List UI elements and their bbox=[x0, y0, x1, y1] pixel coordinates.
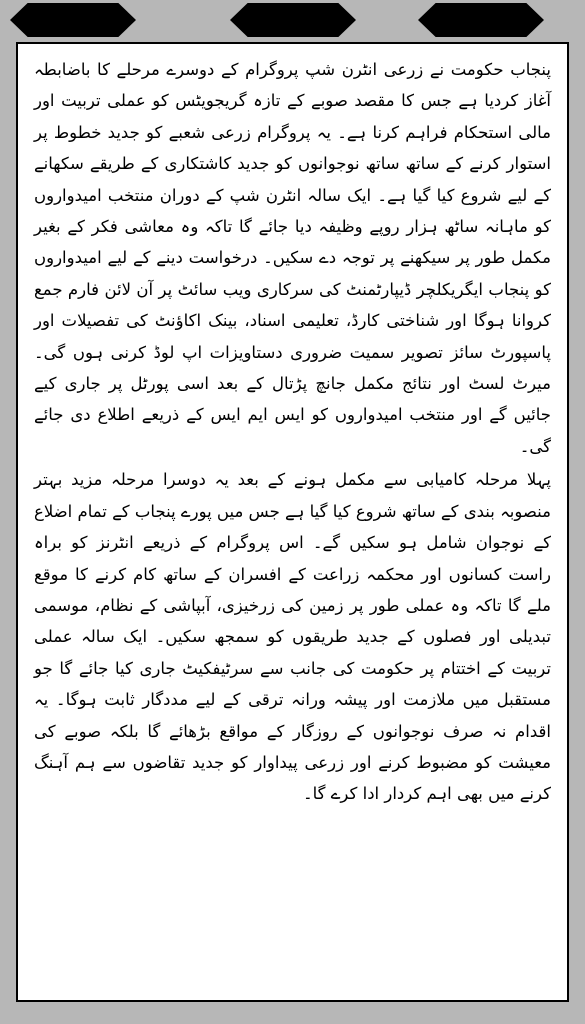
top-decoration-band bbox=[0, 0, 585, 42]
left-border-band bbox=[0, 42, 16, 1002]
article-paragraph-2: پہلا مرحلہ کامیابی سے مکمل ہونے کے بعد یہ دوسرا مرحلہ مزید بہتر منصوبہ بندی کے ساتھ شروع کیا گیا ہے جس میں پورے پنجاب کے تمام اضلاع کے نوجوان شامل ہو سکیں گے۔ اس پروگرام کے ذریعے انٹرنز کو براہ راست کسانوں اور محکمہ زراعت کے افسران کے ساتھ کام کرنے کا موقع ملے گا تاکہ وہ عملی طور پر زمین کی زرخیزی، آبپاشی کے نظام، موسمی تبدیلی اور فصلوں کے جدید طریقوں کو سمجھ سکیں۔ ایک سالہ عملی تربیت کے اختتام پر حکومت کی جانب سے سرٹیفکیٹ جاری کیا جائے گا جو مستقبل میں ملازمت اور پیشہ ورانہ ترقی کے لیے مددگار ثابت ہوگا۔ یہ اقدام نہ صرف نوجوانوں کے روزگار کے مواقع بڑھائے گا بلکہ صوبے کی معیشت کو مضبوط کرنے اور زرعی پیداوار کو جدید تقاضوں سے ہم آہنگ کرنے میں بھی اہم کردار ادا کرے گا۔ bbox=[33, 470, 551, 804]
right-hexagon-ornament bbox=[418, 3, 544, 37]
right-border-band bbox=[569, 42, 585, 1002]
article-text-box bbox=[16, 42, 569, 1002]
article-paragraph-1: پنجاب حکومت نے زرعی انٹرن شپ پروگرام کے دوسرے مرحلے کا باضابطہ آغاز کردیا ہے جس کا مقصد صوبے کے تازہ گریجویٹس کو عملی تربیت اور مالی استحکام فراہم کرنا ہے۔ یہ پروگرام زرعی شعبے کو جدید خطوط پر استوار کرنے کے ساتھ ساتھ نوجوانوں کو جدید کاشتکاری کے طریقے سکھانے کے لیے شروع کیا گیا ہے۔ ایک سالہ انٹرن شپ کے دوران منتخب امیدواروں کو ماہانہ ساٹھ ہزار روپے وظیفہ دیا جائے گا تاکہ وہ معاشی فکر کے بغیر مکمل طور پر سیکھنے پر توجہ دے سکیں۔ درخواست دینے کے لیے امیدواروں کو پنجاب ایگریکلچر ڈیپارٹمنٹ کی سرکاری ویب سائٹ پر آن لائن فارم جمع کروانا ہوگا اور شناختی کارڈ، تعلیمی اسناد، بینک اکاؤنٹ کی تفصیلات اور پاسپورٹ سائز تصویر سمیت ضروری دستاویزات اپ لوڈ کرنی ہوں گی۔ میرٹ لسٹ اور نتائج مکمل جانچ پڑتال کے بعد اسی پورٹل پر جاری کیے جائیں گے اور منتخب امیدواروں کو ایس ایم ایس کے ذریعے اطلاع دی جائے گی۔ bbox=[34, 60, 551, 456]
bottom-decoration-band bbox=[0, 1002, 585, 1024]
center-hexagon-ornament bbox=[230, 3, 356, 37]
left-hexagon-ornament bbox=[10, 3, 136, 37]
